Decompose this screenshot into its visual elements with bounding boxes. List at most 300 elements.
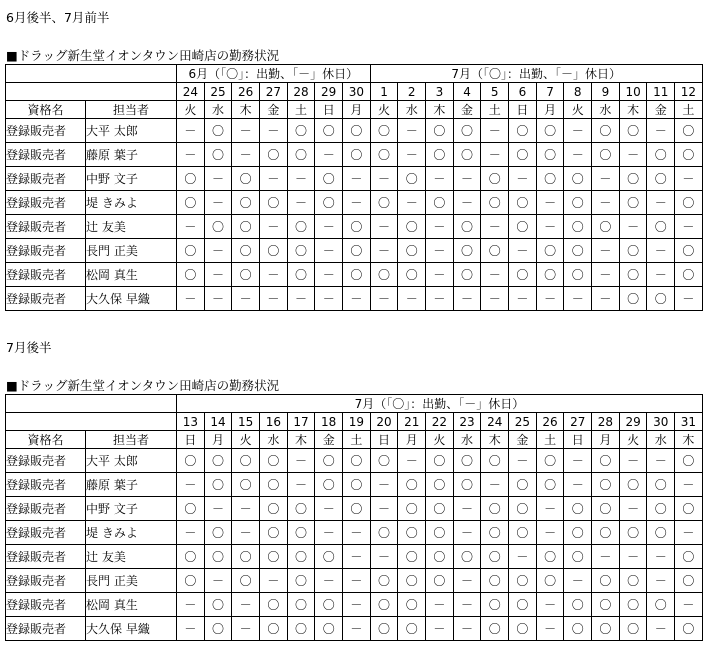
attendance-mark: 〇 xyxy=(177,239,205,263)
attendance-mark: 〇 xyxy=(453,119,481,143)
attendance-mark: 〇 xyxy=(675,239,703,263)
day-number-row xyxy=(6,83,703,101)
attendance-mark: 〇 xyxy=(647,215,675,239)
attendance-mark: 〇 xyxy=(232,449,260,473)
weekday-label: 水 xyxy=(592,101,620,119)
attendance-mark: － xyxy=(592,239,620,263)
attendance-mark: 〇 xyxy=(398,239,426,263)
attendance-mark: 〇 xyxy=(232,569,260,593)
weekday-label: 土 xyxy=(481,101,509,119)
attendance-mark: － xyxy=(453,521,481,545)
attendance-mark: － xyxy=(232,143,260,167)
attendance-mark: 〇 xyxy=(536,167,564,191)
attendance-mark: 〇 xyxy=(287,143,315,167)
attendance-mark: － xyxy=(536,191,564,215)
staff-row xyxy=(6,143,703,167)
attendance-mark: － xyxy=(343,521,371,545)
attendance-mark: 〇 xyxy=(647,143,675,167)
attendance-mark: － xyxy=(232,497,260,521)
attendance-mark: 〇 xyxy=(619,569,647,593)
attendance-mark: 〇 xyxy=(564,191,592,215)
attendance-mark: 〇 xyxy=(177,167,205,191)
attendance-mark: － xyxy=(453,167,481,191)
weekday-label: 火 xyxy=(619,431,647,449)
attendance-mark: － xyxy=(177,287,205,311)
attendance-mark: － xyxy=(343,167,371,191)
attendance-mark: 〇 xyxy=(509,191,537,215)
attendance-mark: － xyxy=(453,191,481,215)
staff-row xyxy=(6,545,703,569)
attendance-mark: 〇 xyxy=(343,143,371,167)
blank-corner xyxy=(6,413,177,431)
attendance-mark: － xyxy=(426,617,454,641)
attendance-mark: 〇 xyxy=(370,569,398,593)
attendance-mark: － xyxy=(619,449,647,473)
attendance-mark: － xyxy=(177,617,205,641)
attendance-mark: 〇 xyxy=(453,215,481,239)
attendance-mark: － xyxy=(398,143,426,167)
qualification-cell: 登録販売者 xyxy=(6,143,86,167)
attendance-mark: － xyxy=(675,473,703,497)
staff-name-cell: 大久保 早織 xyxy=(86,617,177,641)
attendance-mark: 〇 xyxy=(398,167,426,191)
attendance-mark: 〇 xyxy=(315,119,343,143)
attendance-mark: 〇 xyxy=(426,119,454,143)
attendance-mark: 〇 xyxy=(536,449,564,473)
attendance-mark: 〇 xyxy=(260,497,288,521)
day-number: 28 xyxy=(592,413,620,431)
attendance-mark: 〇 xyxy=(481,593,509,617)
attendance-mark: 〇 xyxy=(619,593,647,617)
attendance-mark: － xyxy=(564,569,592,593)
weekday-row xyxy=(6,431,703,449)
attendance-mark: － xyxy=(315,239,343,263)
attendance-mark: 〇 xyxy=(536,263,564,287)
attendance-mark: 〇 xyxy=(177,263,205,287)
day-number: 22 xyxy=(426,413,454,431)
staff-row xyxy=(6,263,703,287)
attendance-mark: 〇 xyxy=(287,239,315,263)
attendance-mark: － xyxy=(232,593,260,617)
qualification-cell: 登録販売者 xyxy=(6,263,86,287)
attendance-mark: 〇 xyxy=(647,497,675,521)
attendance-mark: 〇 xyxy=(481,167,509,191)
attendance-mark: 〇 xyxy=(370,521,398,545)
attendance-mark: 〇 xyxy=(315,191,343,215)
attendance-mark: － xyxy=(315,497,343,521)
attendance-mark: 〇 xyxy=(315,593,343,617)
weekday-label: 木 xyxy=(619,101,647,119)
attendance-mark: － xyxy=(370,497,398,521)
attendance-mark: 〇 xyxy=(426,569,454,593)
qualification-cell: 登録販売者 xyxy=(6,497,86,521)
column-header-staff: 担当者 xyxy=(86,431,177,449)
attendance-mark: 〇 xyxy=(204,521,232,545)
attendance-mark: 〇 xyxy=(204,119,232,143)
staff-name-cell: 大平 太郎 xyxy=(86,449,177,473)
weekday-label: 木 xyxy=(481,431,509,449)
attendance-mark: 〇 xyxy=(564,617,592,641)
day-number-row xyxy=(6,413,703,431)
attendance-mark: 〇 xyxy=(260,143,288,167)
attendance-mark: 〇 xyxy=(481,521,509,545)
attendance-mark: － xyxy=(343,191,371,215)
blank-corner xyxy=(6,83,177,101)
day-number: 29 xyxy=(619,413,647,431)
attendance-mark: 〇 xyxy=(619,287,647,311)
day-number: 27 xyxy=(564,413,592,431)
day-number: 5 xyxy=(481,83,509,101)
attendance-mark: 〇 xyxy=(260,239,288,263)
attendance-mark: 〇 xyxy=(398,521,426,545)
attendance-mark: 〇 xyxy=(509,593,537,617)
weekday-label: 火 xyxy=(564,101,592,119)
section2-heading: 7月後半 xyxy=(6,340,52,355)
attendance-mark: 〇 xyxy=(287,215,315,239)
staff-row xyxy=(6,497,703,521)
attendance-mark: 〇 xyxy=(287,617,315,641)
staff-name-cell: 中野 文子 xyxy=(86,167,177,191)
attendance-mark: － xyxy=(398,449,426,473)
day-number: 26 xyxy=(536,413,564,431)
attendance-mark: － xyxy=(177,143,205,167)
attendance-mark: － xyxy=(232,521,260,545)
attendance-mark: 〇 xyxy=(592,215,620,239)
staff-name-cell: 藤原 葉子 xyxy=(86,473,177,497)
staff-row xyxy=(6,521,703,545)
column-header-qualification: 資格名 xyxy=(6,431,86,449)
staff-row xyxy=(6,449,703,473)
attendance-mark: 〇 xyxy=(592,119,620,143)
attendance-mark: 〇 xyxy=(315,617,343,641)
attendance-mark: － xyxy=(453,569,481,593)
attendance-mark: 〇 xyxy=(232,263,260,287)
attendance-mark: 〇 xyxy=(647,593,675,617)
attendance-mark: 〇 xyxy=(398,497,426,521)
attendance-mark: － xyxy=(592,287,620,311)
attendance-mark: － xyxy=(315,263,343,287)
day-number: 12 xyxy=(675,83,703,101)
weekday-label: 水 xyxy=(453,431,481,449)
staff-name-cell: 藤原 葉子 xyxy=(86,143,177,167)
attendance-mark: 〇 xyxy=(398,569,426,593)
staff-row xyxy=(6,473,703,497)
attendance-mark: 〇 xyxy=(260,191,288,215)
attendance-mark: 〇 xyxy=(564,239,592,263)
attendance-mark: 〇 xyxy=(260,449,288,473)
attendance-mark: 〇 xyxy=(619,119,647,143)
attendance-mark: 〇 xyxy=(177,569,205,593)
attendance-mark: － xyxy=(343,569,371,593)
blank-corner xyxy=(6,395,177,413)
attendance-mark: － xyxy=(564,287,592,311)
weekday-label: 土 xyxy=(675,101,703,119)
attendance-mark: 〇 xyxy=(619,617,647,641)
attendance-mark: － xyxy=(204,239,232,263)
attendance-mark: － xyxy=(232,119,260,143)
day-number: 3 xyxy=(426,83,454,101)
attendance-mark: 〇 xyxy=(232,239,260,263)
attendance-mark: － xyxy=(370,545,398,569)
attendance-mark: － xyxy=(426,263,454,287)
attendance-mark: 〇 xyxy=(232,167,260,191)
attendance-mark: － xyxy=(260,569,288,593)
day-number: 17 xyxy=(287,413,315,431)
day-number: 14 xyxy=(204,413,232,431)
attendance-mark: 〇 xyxy=(370,263,398,287)
attendance-mark: 〇 xyxy=(343,263,371,287)
attendance-mark: － xyxy=(619,143,647,167)
attendance-mark: 〇 xyxy=(675,497,703,521)
weekday-label: 金 xyxy=(315,431,343,449)
attendance-mark: 〇 xyxy=(260,473,288,497)
attendance-mark: 〇 xyxy=(675,617,703,641)
attendance-mark: － xyxy=(398,119,426,143)
attendance-mark: － xyxy=(177,119,205,143)
day-number: 24 xyxy=(481,413,509,431)
attendance-mark: － xyxy=(592,263,620,287)
attendance-mark: － xyxy=(481,263,509,287)
day-number: 26 xyxy=(232,83,260,101)
blank-corner xyxy=(6,65,177,83)
attendance-mark: － xyxy=(453,593,481,617)
weekday-label: 金 xyxy=(260,101,288,119)
staff-row xyxy=(6,287,703,311)
column-header-qualification: 資格名 xyxy=(6,101,86,119)
attendance-mark: 〇 xyxy=(509,119,537,143)
attendance-mark: － xyxy=(315,287,343,311)
staff-row xyxy=(6,191,703,215)
weekday-label: 木 xyxy=(675,431,703,449)
attendance-mark: 〇 xyxy=(592,569,620,593)
attendance-mark: 〇 xyxy=(509,473,537,497)
day-number: 9 xyxy=(592,83,620,101)
attendance-mark: 〇 xyxy=(619,167,647,191)
weekday-label: 金 xyxy=(453,101,481,119)
attendance-mark: 〇 xyxy=(453,263,481,287)
weekday-label: 日 xyxy=(177,431,205,449)
weekday-label: 火 xyxy=(370,101,398,119)
weekday-label: 水 xyxy=(204,101,232,119)
staff-row xyxy=(6,239,703,263)
attendance-mark: 〇 xyxy=(232,473,260,497)
qualification-cell: 登録販売者 xyxy=(6,191,86,215)
attendance-mark: － xyxy=(481,287,509,311)
attendance-mark: － xyxy=(370,287,398,311)
attendance-mark: 〇 xyxy=(426,521,454,545)
attendance-mark: 〇 xyxy=(315,473,343,497)
day-number: 4 xyxy=(453,83,481,101)
attendance-mark: － xyxy=(315,521,343,545)
weekday-label: 土 xyxy=(343,431,371,449)
attendance-mark: 〇 xyxy=(564,497,592,521)
attendance-mark: 〇 xyxy=(370,593,398,617)
attendance-mark: － xyxy=(343,287,371,311)
attendance-mark: － xyxy=(647,191,675,215)
weekday-label: 木 xyxy=(426,101,454,119)
attendance-mark: 〇 xyxy=(426,545,454,569)
staff-name-cell: 辻 友美 xyxy=(86,545,177,569)
attendance-mark: 〇 xyxy=(204,545,232,569)
day-number: 19 xyxy=(343,413,371,431)
staff-row xyxy=(6,617,703,641)
attendance-mark: 〇 xyxy=(287,545,315,569)
attendance-mark: 〇 xyxy=(287,497,315,521)
day-number: 28 xyxy=(287,83,315,101)
weekday-label: 火 xyxy=(232,431,260,449)
attendance-mark: 〇 xyxy=(647,287,675,311)
attendance-mark: － xyxy=(647,119,675,143)
attendance-mark: 〇 xyxy=(592,497,620,521)
attendance-mark: － xyxy=(343,593,371,617)
attendance-mark: 〇 xyxy=(287,521,315,545)
staff-row xyxy=(6,167,703,191)
attendance-mark: － xyxy=(509,287,537,311)
staff-name-cell: 長門 正美 xyxy=(86,239,177,263)
weekday-label: 土 xyxy=(287,101,315,119)
attendance-mark: － xyxy=(675,215,703,239)
attendance-mark: 〇 xyxy=(204,449,232,473)
attendance-mark: － xyxy=(343,617,371,641)
day-number: 23 xyxy=(453,413,481,431)
attendance-mark: 〇 xyxy=(453,449,481,473)
attendance-mark: 〇 xyxy=(619,191,647,215)
attendance-mark: － xyxy=(536,215,564,239)
attendance-mark: － xyxy=(481,119,509,143)
attendance-mark: － xyxy=(647,617,675,641)
month-group-label: 7月（「〇」：出勤、「－」休日） xyxy=(370,65,702,83)
attendance-mark: 〇 xyxy=(370,449,398,473)
attendance-mark: － xyxy=(564,119,592,143)
attendance-mark: 〇 xyxy=(315,167,343,191)
attendance-mark: 〇 xyxy=(619,473,647,497)
weekday-label: 日 xyxy=(509,101,537,119)
attendance-mark: 〇 xyxy=(453,473,481,497)
attendance-mark: 〇 xyxy=(177,191,205,215)
attendance-mark: － xyxy=(287,287,315,311)
attendance-mark: 〇 xyxy=(287,263,315,287)
attendance-mark: － xyxy=(481,143,509,167)
attendance-mark: 〇 xyxy=(481,239,509,263)
attendance-mark: 〇 xyxy=(481,191,509,215)
attendance-mark: 〇 xyxy=(232,545,260,569)
attendance-mark: 〇 xyxy=(204,617,232,641)
attendance-mark: 〇 xyxy=(481,497,509,521)
weekday-label: 火 xyxy=(426,431,454,449)
attendance-mark: 〇 xyxy=(426,191,454,215)
attendance-mark: － xyxy=(398,287,426,311)
attendance-mark: 〇 xyxy=(564,215,592,239)
attendance-mark: － xyxy=(287,167,315,191)
attendance-mark: 〇 xyxy=(592,143,620,167)
attendance-mark: － xyxy=(232,617,260,641)
attendance-mark: 〇 xyxy=(204,215,232,239)
attendance-mark: － xyxy=(536,287,564,311)
staff-row xyxy=(6,119,703,143)
attendance-mark: 〇 xyxy=(509,497,537,521)
qualification-cell: 登録販売者 xyxy=(6,167,86,191)
qualification-cell: 登録販売者 xyxy=(6,569,86,593)
attendance-mark: 〇 xyxy=(592,449,620,473)
attendance-mark: － xyxy=(675,167,703,191)
attendance-mark: 〇 xyxy=(536,569,564,593)
attendance-mark: － xyxy=(536,617,564,641)
attendance-mark: 〇 xyxy=(370,143,398,167)
attendance-mark: － xyxy=(370,473,398,497)
weekday-label: 日 xyxy=(315,101,343,119)
attendance-mark: － xyxy=(426,239,454,263)
attendance-mark: 〇 xyxy=(204,143,232,167)
staff-name-cell: 長門 正美 xyxy=(86,569,177,593)
attendance-mark: － xyxy=(481,215,509,239)
staff-name-cell: 堤 きみよ xyxy=(86,521,177,545)
attendance-mark: 〇 xyxy=(675,569,703,593)
weekday-row xyxy=(6,101,703,119)
weekday-label: 月 xyxy=(204,431,232,449)
attendance-mark: － xyxy=(204,497,232,521)
attendance-mark: － xyxy=(453,497,481,521)
attendance-mark: － xyxy=(509,545,537,569)
attendance-mark: － xyxy=(204,287,232,311)
attendance-mark: － xyxy=(647,545,675,569)
attendance-mark: 〇 xyxy=(260,521,288,545)
attendance-mark: － xyxy=(315,215,343,239)
day-number: 6 xyxy=(509,83,537,101)
weekday-label: 水 xyxy=(260,431,288,449)
weekday-label: 月 xyxy=(536,101,564,119)
section2-store-title: ■ドラッグ新生堂イオンタウン田崎店の勤務状況 xyxy=(6,378,280,393)
staff-row xyxy=(6,569,703,593)
attendance-mark: 〇 xyxy=(509,143,537,167)
attendance-mark: － xyxy=(564,143,592,167)
attendance-mark: 〇 xyxy=(675,143,703,167)
attendance-mark: － xyxy=(675,593,703,617)
weekday-label: 月 xyxy=(398,431,426,449)
attendance-mark: － xyxy=(564,473,592,497)
attendance-mark: 〇 xyxy=(426,473,454,497)
day-number: 8 xyxy=(564,83,592,101)
attendance-mark: 〇 xyxy=(398,545,426,569)
section1-heading: 6月後半、7月前半 xyxy=(6,10,110,25)
attendance-mark: － xyxy=(287,191,315,215)
schedule-table-1 xyxy=(5,64,703,311)
day-number: 27 xyxy=(260,83,288,101)
attendance-mark: 〇 xyxy=(564,545,592,569)
schedule-table-2 xyxy=(5,394,703,641)
attendance-mark: － xyxy=(619,497,647,521)
attendance-mark: － xyxy=(536,521,564,545)
attendance-mark: 〇 xyxy=(619,239,647,263)
attendance-mark: － xyxy=(564,449,592,473)
day-number: 10 xyxy=(619,83,647,101)
attendance-mark: 〇 xyxy=(398,263,426,287)
attendance-mark: 〇 xyxy=(370,191,398,215)
attendance-mark: 〇 xyxy=(509,569,537,593)
attendance-mark: 〇 xyxy=(592,473,620,497)
staff-name-cell: 松岡 真生 xyxy=(86,263,177,287)
attendance-mark: 〇 xyxy=(592,593,620,617)
qualification-cell: 登録販売者 xyxy=(6,617,86,641)
attendance-mark: 〇 xyxy=(647,521,675,545)
day-number: 30 xyxy=(647,413,675,431)
attendance-mark: 〇 xyxy=(453,545,481,569)
day-number: 29 xyxy=(315,83,343,101)
staff-row xyxy=(6,593,703,617)
attendance-mark: － xyxy=(592,167,620,191)
attendance-mark: 〇 xyxy=(398,215,426,239)
attendance-mark: 〇 xyxy=(204,473,232,497)
staff-name-cell: 大平 太郎 xyxy=(86,119,177,143)
